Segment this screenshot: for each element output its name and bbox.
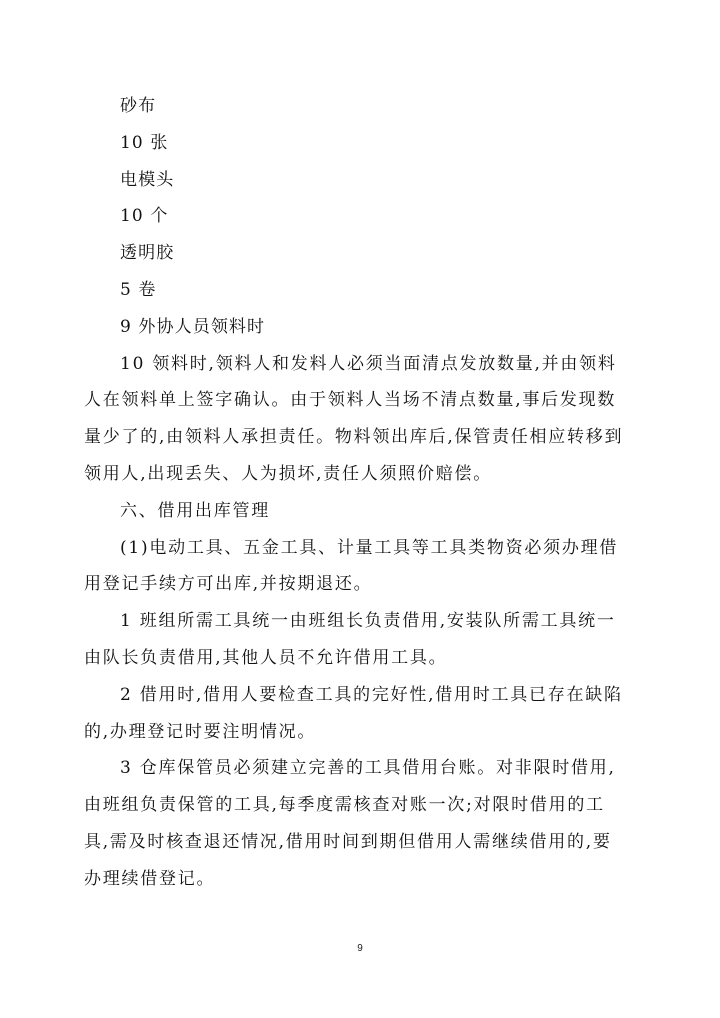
paragraph: 1 班组所需工具统一由班组长负责借用,安装队所需工具统一由队长负责借用,其他人员不允许借用工具。 [84,611,616,668]
document-body [84,88,624,898]
paragraph: 2 借用时,借用人要检查工具的完好性,借用时工具已存在缺陷的,办理登记时要注明情况。 [84,684,623,742]
item-line: 10 个 [120,206,169,227]
item-line: 透明胶 [120,243,175,264]
section-heading: 六、借用出库管理 [120,500,270,521]
item-line: 电模头 [120,169,175,190]
item-line: 10 张 [120,132,169,153]
paragraph: 3 仓库保管员必须建立完善的工具借用台账。对非限时借用,由班组负责保管的工具,每季度需核查对账一次;对限时借用的工具,需及时核查退还情况,借用时间到期但借用人需继续借用的,要办理续借登记。 [84,758,616,889]
paragraph: 10 领料时,领料人和发料人必须当面清点发放数量,并由领料人在领料单上签字确认。由于领料人当场不清点数量,事后发现数量少了的,由领料人承担责任。物料领出库后,保管责任相应转移到领用人,出现丢失、人为损坏,责任人须照价赔偿。 [84,353,624,484]
item-line: 9 外协人员领料时 [120,316,266,337]
item-line: 5 卷 [120,279,157,300]
page-number: 9 [357,943,363,954]
item-line: 砂布 [120,96,157,116]
paragraph: (1)电动工具、五金工具、计量工具等工具类物资必须办理借用登记手续方可出库,并按期退还。 [84,537,619,595]
